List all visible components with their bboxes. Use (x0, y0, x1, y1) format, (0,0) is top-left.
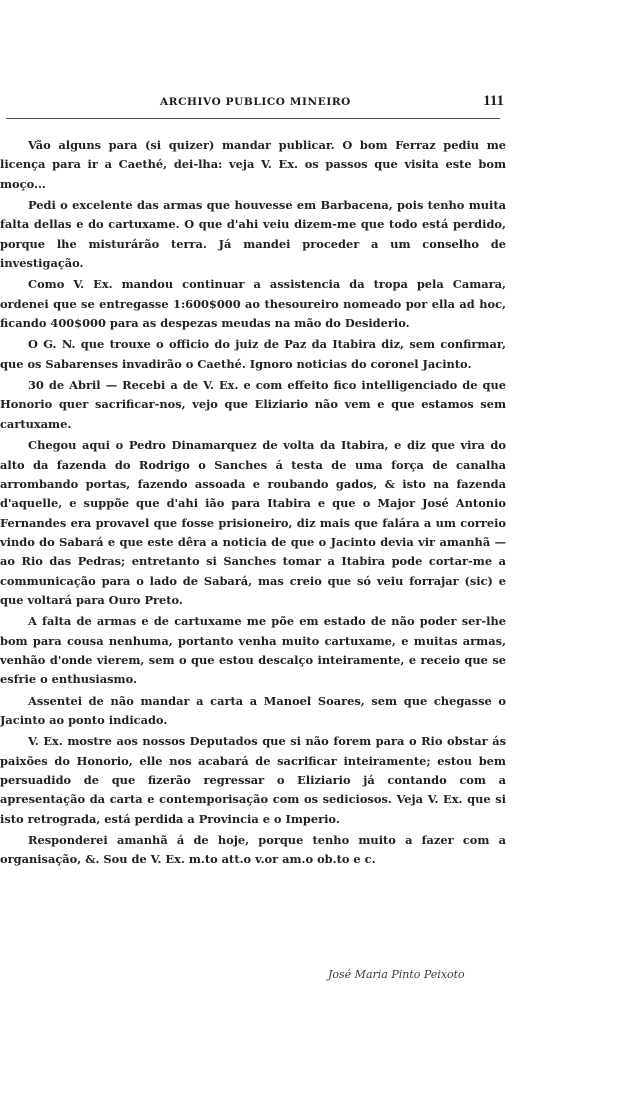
header-rule (6, 118, 500, 119)
running-head (0, 93, 642, 116)
paragraph: Como V. Ex. mandou continuar a assistencia da tropa pela Camara, ordenei que se entregasse 1:600$000 ao thesoureiro nomeado por ella ad hoc, ficando 400$000 para as despezas meudas na mão do Desiderio. (0, 277, 506, 331)
paragraph: Assentei de não mandar a carta a Manoel Soares, sem que chegasse o Jacinto ao ponto indicado. (0, 693, 506, 727)
journal-title: ARCHIVO PUBLICO MINEIRO (160, 96, 351, 108)
paragraph: Responderei amanhã á de hoje, porque tenho muito a fazer com a organisação, &. Sou de V. Ex. m.to att.o v.or am.o ob.to e c. (0, 833, 506, 867)
paragraph: Vão alguns para (si quizer) mandar publicar. O bom Ferraz pediu me licença para ir a Caethé, dei-lha: veja V. Ex. os passos que visita este bom moço... (0, 138, 506, 191)
paragraph: O G. N. que trouxe o officio do juiz de Paz da Itabira diz, sem confirmar, que os Sabarenses invadirão o Caethé. Ignoro noticias do coronel Jacinto. (0, 337, 506, 371)
paragraph: Pedi o excelente das armas que houvesse em Barbacena, pois tenho muita falta dellas e do cartuxame. O que d'ahi veiu dizem-me que todo está perdido, porque lhe misturárão terra. Já mandei proceder a um conselho de investigação. (0, 198, 506, 271)
paragraph: Chegou aqui o Pedro Dinamarquez de volta da Itabira, e diz que vira do alto da fazenda do Rodrigo o Sanches á testa de uma força de canalha arrombando portas, fazendo assoada e roubando gados, & isto na fazenda d'aquelle, e suppõe que d'ahi ião para Itabira e que o Major José Antonio Fernandes era provavel que fosse prisioneiro, diz mais que falára a um correio vindo do Sabará e que este dêra a noticia de que o Jacinto devia vir amanhã — ao Rio das Pedras; entretanto si Sanches tomar a Itabira pode cortar-me a communicação para o lado de Sabará, mas creio que só veiu forrajar (sic) e que voltará para Ouro Preto. (0, 438, 506, 607)
paragraph: 30 de Abril — Recebi a de V. Ex. e com effeito fico intelligenciado de que Honorio quer sacrificar-nos, vejo que Eliziario não vem e que estamos sem cartuxame. (0, 378, 506, 431)
paragraph: A falta de armas e de cartuxame me põe em estado de não poder ser-lhe bom para cousa nenhuma, portanto venha muito cartuxame, e muitas armas, venhão d'onde vierem, sem o que estou descalço inteiramente, e receio que se esfrie o enthusiasmo. (0, 614, 506, 687)
letter-body (0, 136, 506, 872)
page-number: 111 (483, 93, 504, 109)
paragraph: V. Ex. mostre aos nossos Deputados que si não forem para o Rio obstar ás paixões do Honorio, elle nos acabará de sacrificar inteiramente; estou bem persuadido de que fizerão regressar o Eliziario já contando com a apresentação da carta e contemporisação com os sediciosos. Veja V. Ex. que si isto retrograda, está perdida a Provincia e o Imperio. (0, 734, 506, 826)
signature: José Maria Pinto Peixoto (328, 968, 465, 981)
